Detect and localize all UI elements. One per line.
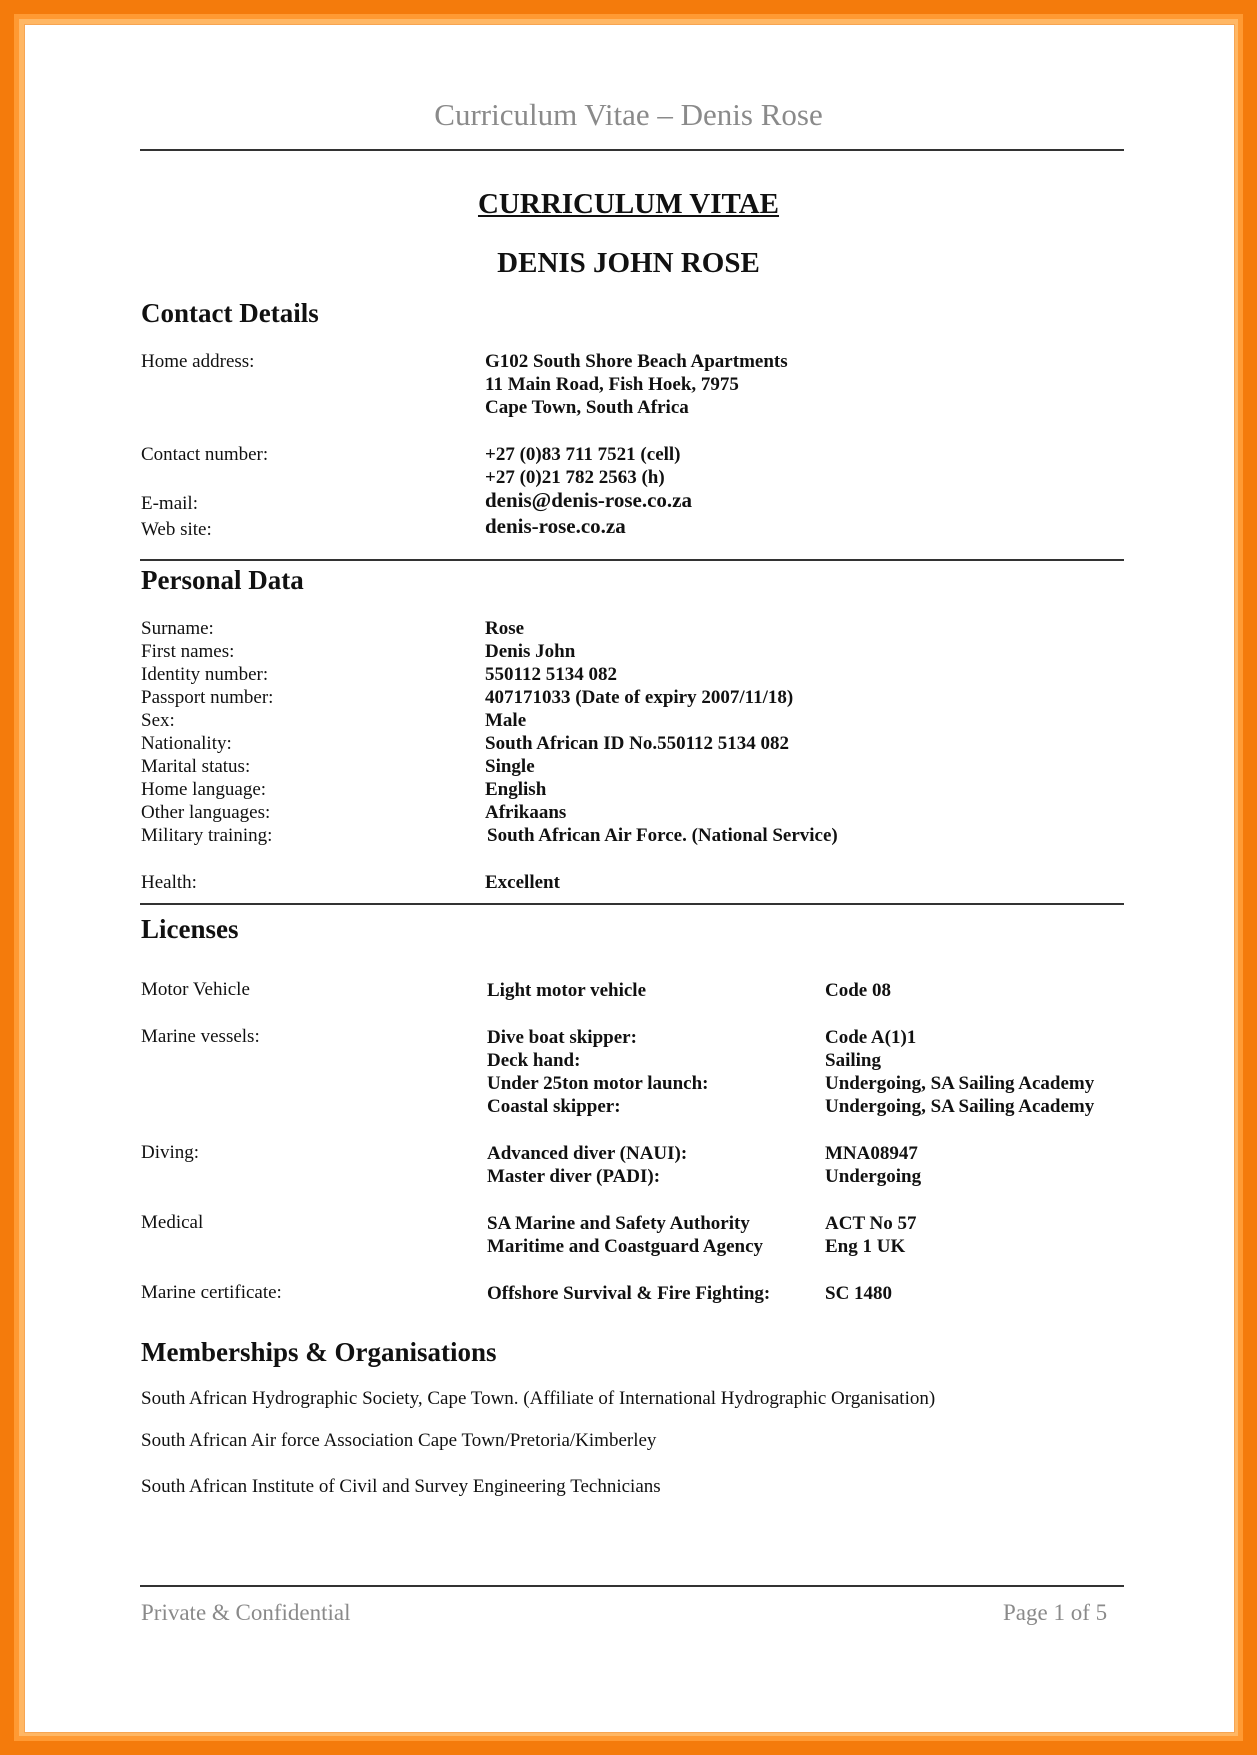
personal-value: English — [485, 779, 547, 800]
license-detail: Undergoing, SA Sailing Academy — [825, 1073, 1095, 1094]
license-group-label: Diving: — [141, 1142, 200, 1163]
membership-item: South African Air force Association Cape Town/Pretoria/Kimberley — [141, 1430, 657, 1451]
home-address-line-3: Cape Town, South Africa — [485, 397, 689, 418]
personal-label: Military training: — [141, 825, 273, 846]
license-name: Offshore Survival & Fire Fighting: — [487, 1283, 771, 1304]
personal-label: Identity number: — [141, 664, 269, 685]
license-detail: Code 08 — [825, 980, 891, 1001]
email-link[interactable]: denis@denis-rose.co.za — [485, 488, 692, 512]
website-label: Web site: — [141, 519, 212, 540]
personal-value: South African ID No.550112 5134 082 — [485, 733, 790, 754]
license-detail: Eng 1 UK — [825, 1236, 906, 1257]
footer-rule — [140, 1585, 1124, 1587]
license-name: SA Marine and Safety Authority — [487, 1213, 750, 1234]
website-link[interactable]: denis-rose.co.za — [485, 514, 626, 538]
footer-page-number: Page 1 of 5 — [1003, 1600, 1108, 1625]
contact-number-cell: +27 (0)83 711 7521 (cell) — [485, 444, 681, 465]
license-name: Deck hand: — [487, 1050, 581, 1071]
license-group-label: Motor Vehicle — [141, 979, 250, 1000]
license-name: Maritime and Coastguard Agency — [487, 1236, 764, 1257]
header-rule — [140, 149, 1124, 151]
licenses-heading: Licenses — [141, 914, 239, 944]
license-name: Light motor vehicle — [487, 980, 647, 1001]
personal-label: Passport number: — [141, 687, 274, 708]
personal-value: Single — [485, 756, 535, 777]
license-detail: MNA08947 — [825, 1143, 918, 1164]
license-group-label: Marine certificate: — [141, 1282, 282, 1303]
license-detail: SC 1480 — [825, 1283, 893, 1304]
personal-label: Other languages: — [141, 802, 271, 823]
email-label: E-mail: — [141, 493, 198, 514]
personal-data-heading: Personal Data — [141, 565, 304, 595]
personal-label: Marital status: — [141, 756, 251, 777]
license-name: Master diver (PADI): — [487, 1166, 661, 1187]
footer-confidential: Private & Confidential — [141, 1600, 351, 1625]
personal-value: Denis John — [485, 641, 576, 662]
health-label: Health: — [141, 872, 197, 893]
license-name: Coastal skipper: — [487, 1096, 621, 1117]
license-detail: Code A(1)1 — [825, 1027, 917, 1048]
home-address-line-1: G102 South Shore Beach Apartments — [485, 351, 788, 372]
license-detail: Sailing — [825, 1050, 881, 1071]
license-group-label: Marine vessels: — [141, 1026, 260, 1047]
contact-number-home: +27 (0)21 782 2563 (h) — [485, 467, 665, 488]
contact-number-label: Contact number: — [141, 444, 269, 465]
license-name: Dive boat skipper: — [487, 1027, 637, 1048]
health-value: Excellent — [485, 872, 560, 893]
personal-value: Afrikaans — [485, 802, 567, 823]
person-name: DENIS JOHN ROSE — [497, 247, 760, 279]
license-detail: ACT No 57 — [825, 1213, 917, 1234]
page-header-title: Curriculum Vitae – Denis Rose — [434, 97, 823, 132]
home-address-label: Home address: — [141, 351, 255, 372]
personal-label: Nationality: — [141, 733, 232, 754]
personal-value: South African Air Force. (National Service) — [487, 825, 838, 846]
membership-item: South African Institute of Civil and Survey Engineering Technicians — [141, 1476, 661, 1497]
personal-rule — [140, 903, 1124, 905]
home-address-line-2: 11 Main Road, Fish Hoek, 7975 — [485, 374, 739, 395]
license-detail: Undergoing, SA Sailing Academy — [825, 1096, 1095, 1117]
personal-value: Male — [485, 710, 527, 731]
license-detail: Undergoing — [825, 1166, 922, 1187]
personal-value: 550112 5134 082 — [485, 664, 617, 685]
license-group-label: Medical — [141, 1212, 204, 1233]
personal-label: First names: — [141, 641, 235, 662]
license-name: Under 25ton motor launch: — [487, 1073, 709, 1094]
membership-item: South African Hydrographic Society, Cape Town. (Affiliate of International Hydrographic Organisation) — [141, 1388, 936, 1409]
personal-label: Home language: — [141, 779, 267, 800]
personal-value: Rose — [485, 618, 525, 639]
contact-details-heading: Contact Details — [141, 298, 319, 328]
memberships-heading: Memberships & Organisations — [141, 1337, 497, 1367]
personal-label: Sex: — [141, 710, 175, 731]
personal-value: 407171033 (Date of expiry 2007/11/18) — [485, 687, 794, 708]
contact-rule — [140, 559, 1124, 561]
license-name: Advanced diver (NAUI): — [487, 1143, 688, 1164]
document-title: CURRICULUM VITAE — [477, 188, 780, 220]
personal-label: Surname: — [141, 618, 214, 639]
